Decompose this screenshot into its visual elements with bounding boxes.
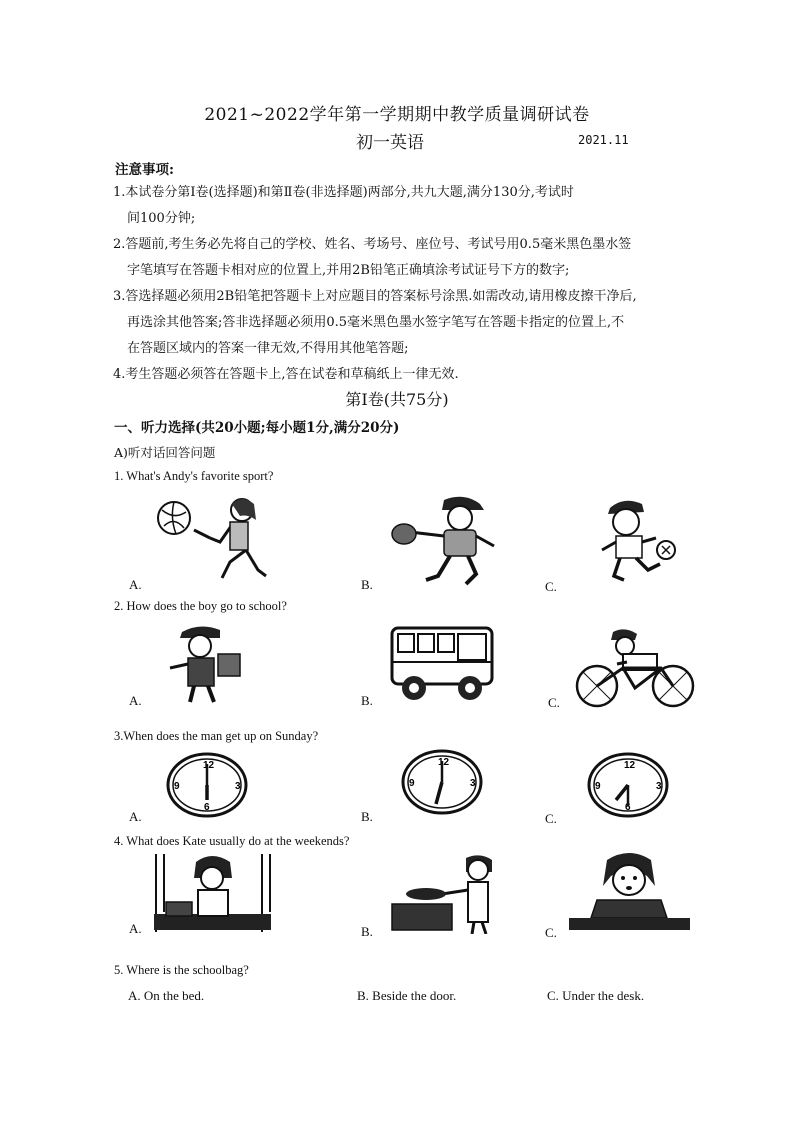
q3-option-c: C. [545,811,557,826]
svg-text:9: 9 [409,778,415,789]
q5-option-b: B. Beside the door. [357,988,457,1003]
q2-option-b: B. [361,693,373,708]
svg-text:12: 12 [203,760,215,771]
notice-line: 字笔填写在答题卡相对应的位置上,并用2B铅笔正确填涂考试证号下方的数字; [127,263,570,278]
notice-line: 4.考生答题必须答在答题卡上,答在试卷和草稿纸上一律无效. [113,367,459,382]
svg-text:9: 9 [595,781,601,792]
clock-6-00-image [165,752,249,818]
question-5: 5. Where is the schoolbag? [114,963,249,977]
boy-baseball-image [382,494,507,589]
clock-7-30-image [586,752,670,818]
question-3: 3.When does the man get up on Sunday? [114,729,319,743]
notice-line: 在答题区域内的答案一律无效,不得用其他笔答题; [127,341,409,356]
girl-watching-tv-image [150,852,275,934]
svg-text:3: 3 [656,781,662,792]
girl-cooking-image [382,854,507,934]
notice-line: 再选涂其他答案;答非选择题必须用0.5毫米黑色墨水签字笔写在答题卡指定的位置上,不 [127,315,625,330]
q1-option-a: A. [129,577,142,592]
question-2: 2. How does the boy go to school? [114,599,287,613]
svg-text:3: 3 [470,778,476,789]
exam-title: 2021~2022学年第一学期期中教学质量调研试卷 [204,105,590,125]
subsection-title: A)听对话回答问题 [114,445,216,460]
svg-text:6: 6 [204,802,210,813]
notice-line: 间100分钟; [127,211,196,226]
exam-date: 2021.11 [578,133,629,147]
q1-option-c: C. [545,579,557,594]
svg-text:6: 6 [625,802,631,813]
q4-option-c: C. [545,925,557,940]
svg-text:3: 3 [235,781,241,792]
q2-option-c: C. [548,695,560,710]
svg-text:12: 12 [624,760,636,771]
boy-soccer-image [594,498,689,588]
q1-option-b: B. [361,577,373,592]
svg-text:12: 12 [438,757,450,768]
exam-subject: 初一英语 [356,133,424,153]
girl-reading-image [567,852,692,934]
section-title: 一、听力选择(共20小题;每小题1分,满分20分) [114,420,400,436]
boy-bicycle-image [573,628,698,710]
notice-heading: 注意事项: [115,162,174,178]
q5-option-a: A. On the bed. [128,988,205,1003]
girl-volleyball-image [150,490,275,585]
q5-option-c: C. Under the desk. [547,988,645,1003]
q4-option-a: A. [129,921,142,936]
boy-walking-image [160,624,270,704]
question-4: 4. What does Kate usually do at the weekends? [114,834,350,848]
notice-line: 3.答选择题必须用2B铅笔把答题卡上对应题目的答案标号涂黑.如需改动,请用橡皮擦干净后, [113,289,637,304]
part-title: 第Ⅰ卷(共75分) [345,390,449,409]
bus-image [388,620,498,705]
q4-option-b: B. [361,924,373,939]
notice-line: 2.答题前,考生务必先将自己的学校、姓名、考场号、座位号、考试号用0.5毫米黑色墨水签 [113,237,632,252]
q3-option-b: B. [361,809,373,824]
notice-line: 1.本试卷分第Ⅰ卷(选择题)和第Ⅱ卷(非选择题)两部分,共九大题,满分130分,考试时 [113,185,574,200]
clock-6-30-image [400,749,484,815]
q2-option-a: A. [129,693,142,708]
svg-text:9: 9 [174,781,180,792]
q3-option-a: A. [129,809,142,824]
question-1: 1. What's Andy's favorite sport? [114,469,274,483]
